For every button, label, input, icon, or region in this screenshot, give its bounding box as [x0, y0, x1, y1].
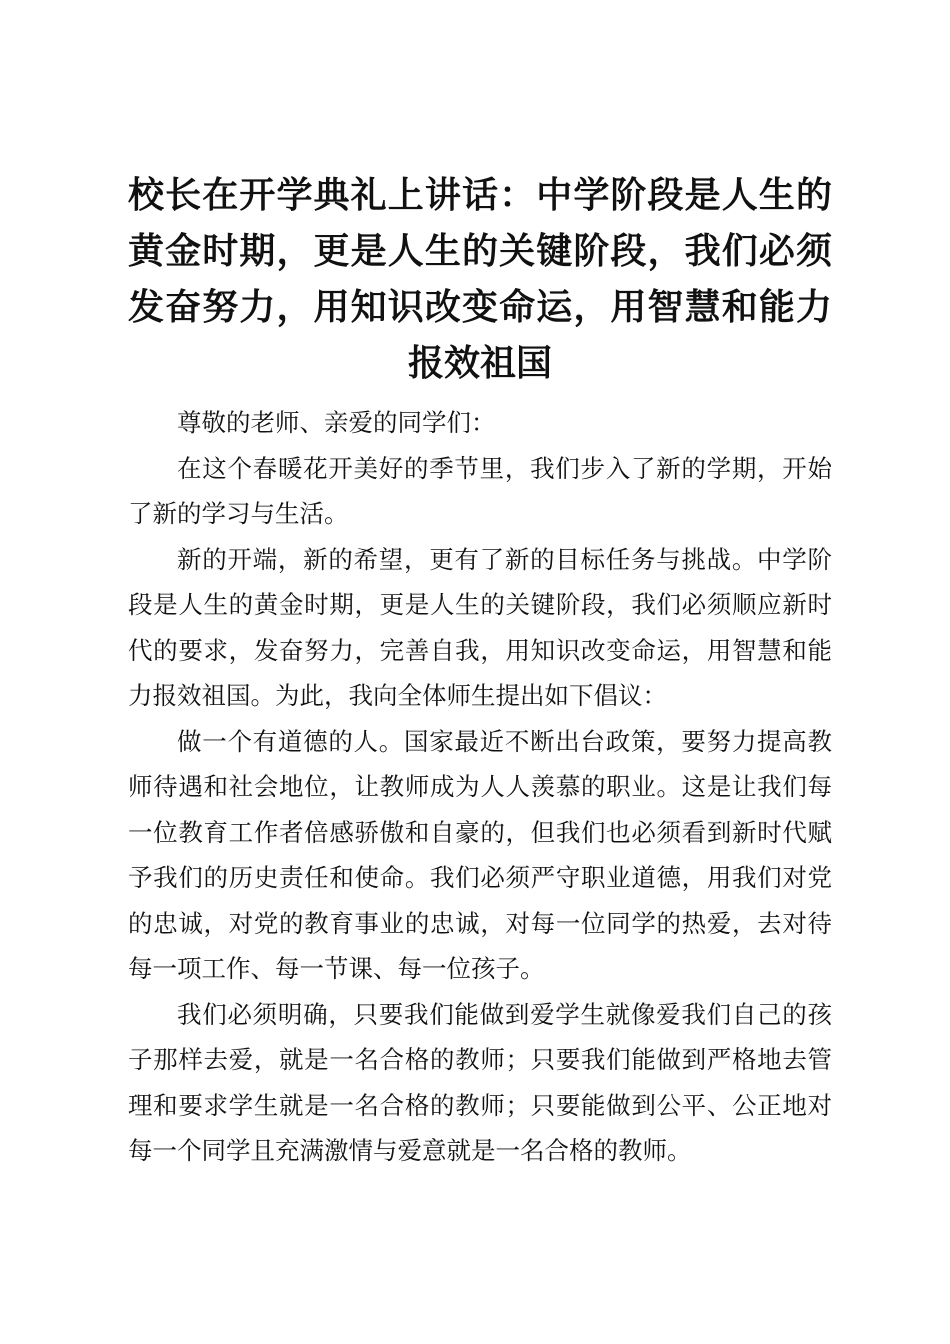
document-body — [128, 400, 832, 1174]
document-page — [128, 168, 832, 1174]
body-paragraph: 在这个春暖花开美好的季节里，我们步入了新的学期，开始了新的学习与生活。 — [128, 453, 832, 528]
body-paragraph: 我们必须明确，只要我们能做到爱学生就像爱我们自己的孩子那样去爱，就是一名合格的教师；只要我们能做到严格地去管理和要求学生就是一名合格的教师；只要能做到公平、公正地对每一个同学且充满激情与爱意就是一名合格的教师。 — [128, 999, 832, 1165]
document-title: 校长在开学典礼上讲话：中学阶段是人生的黄金时期，更是人生的关键阶段，我们必须发奋努力，用知识改变命运，用智慧和能力报效祖国 — [128, 175, 832, 384]
body-paragraph: 做一个有道德的人。国家最近不断出台政策，要努力提高教师待遇和社会地位，让教师成为人人羡慕的职业。这是让我们每一位教育工作者倍感骄傲和自豪的，但我们也必须看到新时代赋予我们的历史责任和使命。我们必须严守职业道德，用我们对党的忠诚，对党的教育事业的忠诚，对每一位同学的热爱，去对待每一项工作、每一节课、每一位孩子。 — [128, 726, 832, 983]
body-paragraph: 新的开端，新的希望，更有了新的目标任务与挑战。中学阶段是人生的黄金时期，更是人生的关键阶段，我们必须顺应新时代的要求，发奋努力，完善自我，用知识改变命运，用智慧和能力报效祖国。为此，我向全体师生提出如下倡议： — [128, 544, 832, 710]
salutation-paragraph: 尊敬的老师、亲爱的同学们： — [177, 408, 496, 437]
